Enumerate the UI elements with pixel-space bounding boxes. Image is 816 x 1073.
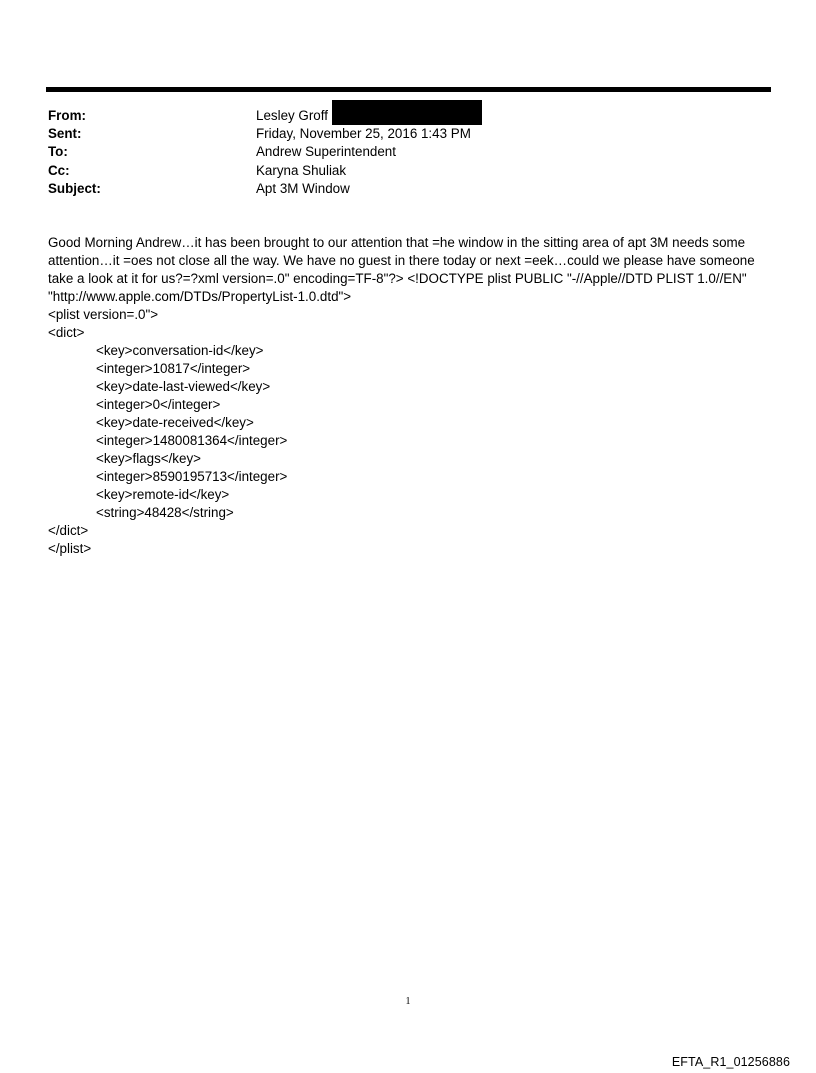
message-body bbox=[48, 234, 770, 558]
plist-line: <key>remote-id</key> bbox=[96, 487, 230, 502]
plist-line: </dict> bbox=[48, 523, 89, 538]
plist-line: <integer>10817</integer> bbox=[96, 361, 251, 376]
to-label: To: bbox=[48, 144, 68, 160]
cc-value: Karyna Shuliak bbox=[256, 162, 347, 178]
header-rule bbox=[46, 87, 771, 92]
message-paragraph: Good Morning Andrew…it has been brought to our attention that =he window in the sitting area of apt 3M needs some attention…it =oes not close all the way. We have no guest in there today or next =eek…could we please have someone take a look at it for us?=?xml version=.0" encoding=TF-8"?> <!DOCTYPE plist PUBLIC "-//Apple//DTD PLIST 1.0//EN" "http://www.apple.com/DTDs/PropertyList-1.0.dtd"> bbox=[48, 235, 755, 304]
page-number: 1 bbox=[405, 996, 411, 1007]
sent-value: Friday, November 25, 2016 1:43 PM bbox=[256, 126, 471, 142]
plist-line: <key>flags</key> bbox=[96, 451, 201, 466]
subject-value: Apt 3M Window bbox=[256, 180, 350, 196]
plist-line: </plist> bbox=[48, 541, 92, 556]
from-label: From: bbox=[48, 108, 86, 123]
plist-line: <key>conversation-id</key> bbox=[96, 343, 264, 358]
redaction-box bbox=[332, 100, 482, 125]
plist-line: <integer>1480081364</integer> bbox=[96, 433, 288, 448]
to-value: Andrew Superintendent bbox=[256, 144, 396, 160]
plist-line: <plist version=.0"> bbox=[48, 307, 159, 322]
plist-line: <integer>0</integer> bbox=[96, 397, 221, 412]
sent-label: Sent: bbox=[48, 126, 82, 142]
plist-line: <key>date-last-viewed</key> bbox=[96, 379, 271, 394]
cc-label: Cc: bbox=[48, 162, 70, 178]
plist-line: <string>48428</string> bbox=[96, 505, 234, 520]
sender-name: Lesley Groff bbox=[256, 108, 328, 123]
plist-block bbox=[48, 306, 770, 558]
subject-label: Subject: bbox=[48, 180, 101, 196]
plist-line: <key>date-received</key> bbox=[96, 415, 254, 430]
document-id: EFTA_R1_01256886 bbox=[671, 1055, 790, 1069]
from-value bbox=[256, 107, 482, 125]
plist-line: <integer>8590195713</integer> bbox=[96, 469, 288, 484]
plist-line: <dict> bbox=[48, 325, 85, 340]
